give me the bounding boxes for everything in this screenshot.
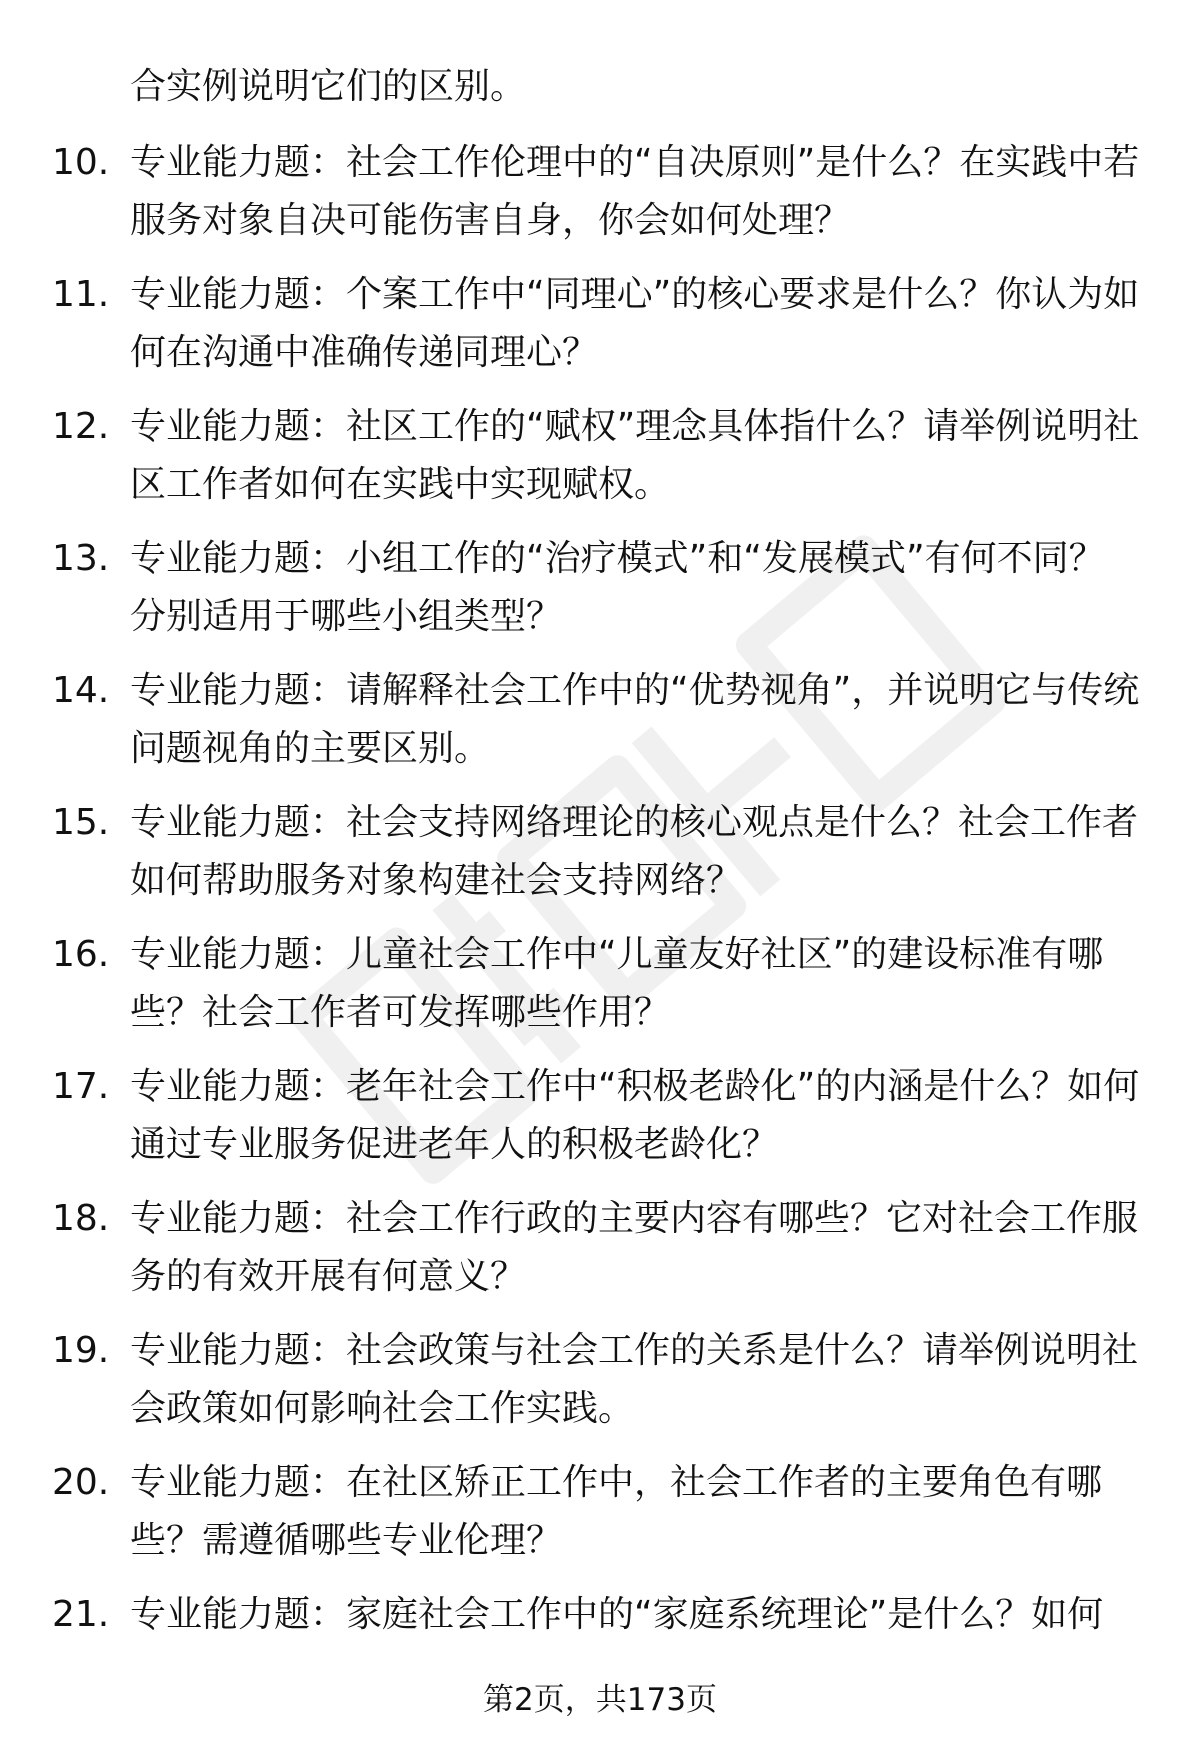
continuation-text: 合实例说明它们的区别。 <box>130 66 527 107</box>
question-text: 专业能力题：请解释社会工作中的“优势视角”，并说明它与传统问题视角的主要区别。 <box>130 670 1140 769</box>
question-number: 10. <box>52 142 110 183</box>
question-number: 21. <box>52 1594 110 1635</box>
question-number: 15. <box>52 802 110 843</box>
question-text: 专业能力题：儿童社会工作中“儿童友好社区”的建设标准有哪些？社会工作者可发挥哪些作用？ <box>130 934 1104 1033</box>
question-item <box>0 266 1200 394</box>
question-item <box>0 1190 1200 1318</box>
question-item <box>0 1454 1200 1582</box>
question-item <box>0 134 1200 262</box>
question-item <box>0 398 1200 526</box>
question-text: 专业能力题：社会支持网络理论的核心观点是什么？社会工作者如何帮助服务对象构建社会支持网络？ <box>130 802 1139 901</box>
question-text: 专业能力题：社会工作伦理中的“自决原则”是什么？在实践中若服务对象自决可能伤害自身，你会如何处理？ <box>130 142 1140 241</box>
question-text: 专业能力题：老年社会工作中“积极老龄化”的内涵是什么？如何通过专业服务促进老年人的积极老龄化？ <box>130 1066 1140 1165</box>
question-text: 专业能力题：社会政策与社会工作的关系是什么？请举例说明社会政策如何影响社会工作实践。 <box>130 1330 1139 1429</box>
question-item <box>0 1322 1200 1450</box>
question-item <box>0 530 1200 658</box>
question-item <box>0 662 1200 790</box>
question-text: 专业能力题：家庭社会工作中的“家庭系统理论”是什么？如何 <box>130 1594 1104 1635</box>
question-text: 专业能力题：个案工作中“同理心”的核心要求是什么？你认为如何在沟通中准确传递同理心？ <box>130 274 1140 373</box>
question-text: 专业能力题：在社区矫正工作中，社会工作者的主要角色有哪些？需遵循哪些专业伦理？ <box>130 1462 1103 1561</box>
question-item <box>0 1058 1200 1186</box>
question-number: 13. <box>52 538 110 579</box>
question-number: 20. <box>52 1462 110 1503</box>
question-text: 专业能力题：小组工作的“治疗模式”和“发展模式”有何不同？分别适用于哪些小组类型？ <box>130 538 1105 637</box>
question-number: 16. <box>52 934 110 975</box>
question-text: 专业能力题：社会工作行政的主要内容有哪些？它对社会工作服务的有效开展有何意义？ <box>130 1198 1139 1297</box>
question-item <box>0 794 1200 922</box>
question-number: 19. <box>52 1330 110 1371</box>
question-number: 18. <box>52 1198 110 1239</box>
question-number: 12. <box>52 406 110 447</box>
question-number: 14. <box>52 670 110 711</box>
question-item <box>0 926 1200 1054</box>
question-list <box>0 134 1200 1718</box>
question-number: 17. <box>52 1066 110 1107</box>
question-number: 11. <box>52 274 110 315</box>
page-footer: 第2页，共173页 <box>483 1682 717 1718</box>
question-text: 专业能力题：社区工作的“赋权”理念具体指什么？请举例说明社区工作者如何在实践中实现赋权。 <box>130 406 1140 505</box>
